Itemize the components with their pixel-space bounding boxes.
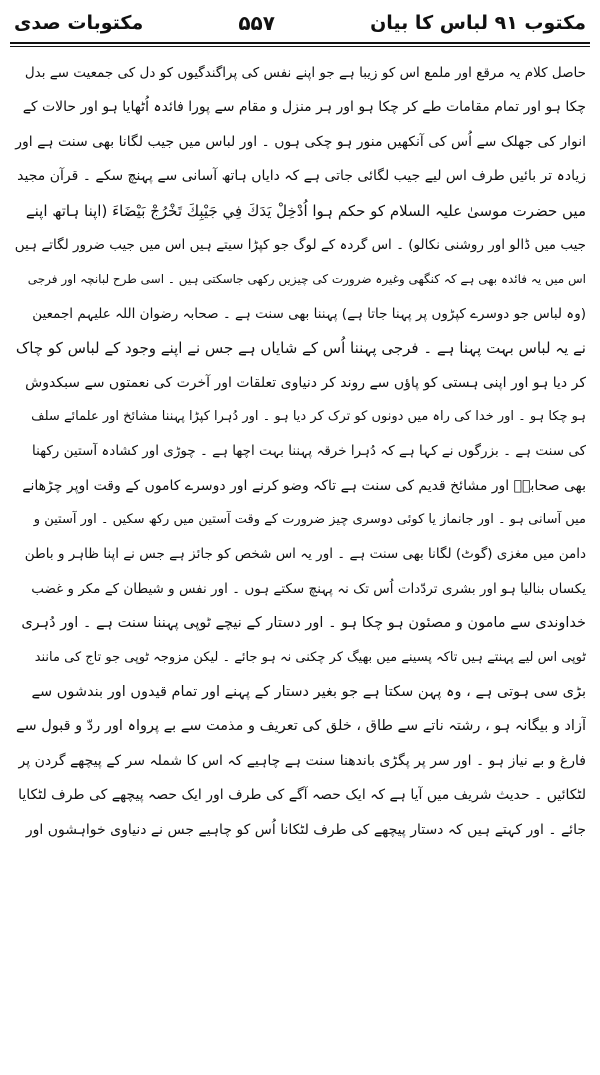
body-text — [14, 56, 586, 847]
text-line: جائے ۔ اور کہتے ہیں کہ دستار پیچھے کی طرف لٹکانا اُس کو چاہیے جس نے دنیاوی خواہشوں اور — [25, 821, 586, 838]
page-header — [14, 6, 586, 40]
text-line: جیب میں ڈالو اور روشنی نکالو) ۔ اس گردہ کے لوگ جو کپڑا سیتے ہیں اس میں جیب ضرور لگاتے ہیں — [14, 236, 586, 253]
text-line: دامن میں مغزی (گوٹ) لگانا بھی سنت ہے ۔ اور یہ اس شخص کو جائز ہے جس نے اپنا ظاہر و باطن — [24, 546, 586, 563]
text-line: انوار کی جھلک سے اُس کی آنکھیں منور ہو چکی ہوں ۔ اور لباس میں جیب لگانا بھی سنت ہے اور — [15, 133, 586, 150]
text-line: یکساں بنالیا ہو اور بشری تردّدات اُس تک نہ پہنچ سکتے ہوں ۔ اور نفس و شیطان کے مکر و غضب — [31, 580, 586, 597]
text-line: آزاد و بیگانہ ہو ، رشتہ ناتے سے طاق ، خلق کی تعریف و مذمت سے بے پرواہ اور ردّ و قبول سے — [15, 718, 586, 735]
text-line: لٹکائیں ۔ حدیث شریف میں آیا ہے کہ ایک حصہ آگے کی طرف اور ایک حصہ پیچھے کی طرف لٹکایا — [18, 787, 586, 804]
text-line: میں حضرت موسیٰ علیہ السلام کو حکم ہوا اُدْخِلْ یَدَكَ فِي جَيْبِكَ تَخْرُجْ بَيْضَاءَ (اپنا ہاتھ اپنے — [25, 201, 586, 220]
text-line: چکا ہو اور تمام مقامات طے کر چکا ہو اور ہر منزل و مقام سے پورا فائدہ اُٹھایا ہو اور حالات کے — [22, 99, 586, 116]
text-line: کی سنت ہے ۔ بزرگوں نے کہا ہے کہ دُہرا خرقہ پہننا بہت اچھا ہے ۔ چوڑی اور کشادہ آستین رکھنا — [31, 443, 586, 460]
text-line: ہو چکا ہو ۔ اور خدا کی راہ میں دونوں کو ترک کر دیا ہو ۔ اور دُہرا کپڑا پہننا مشائخ اور علمائے سلف — [31, 408, 586, 424]
text-line: (وہ لباس جو دوسرے کپڑوں پر پہنا جاتا ہے) پہننا بھی سنت ہے ۔ صحابہ رضوان اللہ علیہم اجمعین — [32, 305, 586, 322]
text-line: بڑی سی ہوتی ہے ، وہ پہن سکتا ہے جو بغیر دستار کے پہنے اور تمام قیدوں اور بندشوں سے — [31, 684, 586, 701]
header-rule — [10, 42, 590, 44]
text-line: بھی صحابہؓ اور مشائخ قدیم کی سنت ہے تاکہ وضو کرنے اور دوسرے کاموں کے وقت اوپر چڑھانے — [22, 477, 586, 494]
text-line: ٹوپی اس لیے پہنتے ہیں تاکہ پسینے میں بھیگ کر چکنی نہ ہو جائے ۔ لیکن مزوجہ ٹوپی جو تاج کی مانند — [34, 649, 586, 665]
text-line: نے یہ لباس بہت پہنا ہے ۔ فرجی پہننا اُس کے شایاں ہے جس نے اپنے وجود کے لباس کو چاک — [15, 339, 586, 358]
book-title: مکتوبات صدی — [14, 12, 144, 34]
text-line: زیادہ تر بائیں طرف اس لیے جیب لگائی جاتی ہے کہ دایاں ہاتھ آسانی سے پہنچ سکے ۔ قرآن مجید — [17, 168, 586, 185]
text-line: حاصل کلام یہ مرقع اور ملمع اس کو زیبا ہے جو اپنے نفس کی پراگندگیوں کو دل کی جمعیت سے بدل — [24, 65, 586, 81]
header-rule-thin — [10, 46, 590, 47]
text-line: کر دیا ہو اور اپنی ہستی کو پاؤں سے روند کر دنیاوی تعلقات اور آخرت کی نعمتوں سے سبکدوش — [25, 374, 586, 391]
text-line: اس میں یہ فائدہ بھی ہے کہ کنگھی وغیرہ ضرورت کی چیزیں رکھی جاسکتی ہیں ۔ اسی طرح لبانچہ اور فرجی — [27, 272, 586, 287]
text-line: فارغ و بے نیاز ہو ۔ اور سر پر پگڑی باندھنا سنت ہے چاہیے کہ اس کا شملہ سر کے پیچھے گردن پر — [18, 752, 586, 769]
section-title: مکتوب ۹۱ لباس کا بیان — [370, 12, 586, 34]
text-line: خداوندی سے مامون و مصئون ہو چکا ہو ۔ اور دستار کے نیچے ٹوپی پہننا سنت ہے ۔ اور دُہری — [21, 615, 586, 632]
text-line: میں آسانی ہو ۔ اور جانماز یا کوئی دوسری چیز ضرورت کے وقت آستین میں رکھ سکیں ۔ اور آستین و — [33, 512, 586, 528]
page-number: ۵۵۷ — [238, 11, 275, 35]
